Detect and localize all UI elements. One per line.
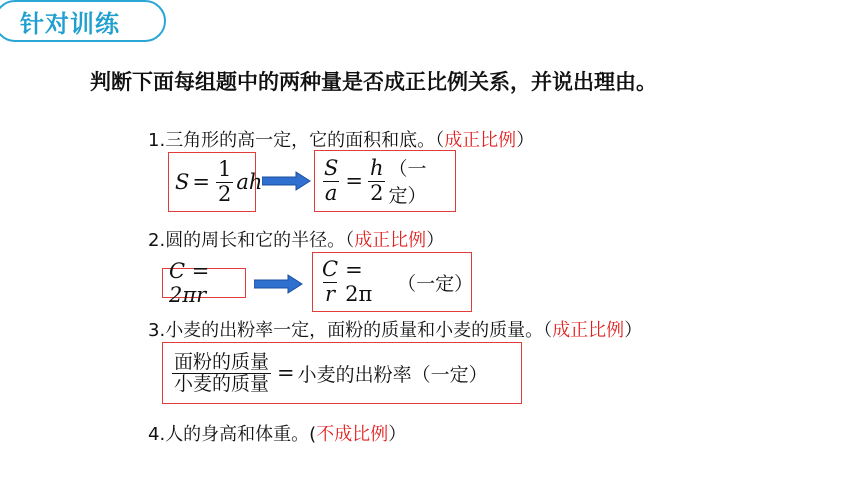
question-number: 1. [148,130,166,151]
fraction-denominator: 小麦的质量 [174,372,270,395]
instruction-text: 判断下面每组题中的两种量是否成正比例关系，并说出理由。 [90,70,657,94]
fraction-denominator: r [325,281,336,306]
formula-ratio-triangle [314,150,456,212]
formula-note: （一定） [388,158,427,207]
question-number: 3. [148,320,166,341]
fraction-denominator: a [324,180,338,205]
formula-flour-rate [162,342,522,404]
answer-text: 成正比例 [354,230,427,251]
question-text: 小麦的出粉率一定，面粉的质量和小麦的质量。（ [165,320,553,341]
fraction-numerator: 1 [218,157,232,182]
fraction-denominator: 2 [370,180,384,205]
formula-fraction [320,258,340,305]
question-number: 2. [148,230,166,251]
question-text: 三角形的高一定，它的面积和底。（ [165,130,445,151]
question-4 [148,420,406,446]
formula-fraction [368,157,386,204]
question-text: 人的身高和体重。( [165,424,317,445]
question-close: ） [624,320,643,341]
question-close: ） [426,230,445,251]
formula-fraction [172,352,271,395]
formula-equals: = 2π [345,258,373,306]
fraction-numerator: 面粉的质量 [174,350,270,373]
question-close: ） [516,130,535,151]
formula-note: （一定） [397,272,474,295]
right-arrow-icon [262,171,312,191]
question-number: 4. [148,424,166,445]
section-badge-label: 针对训练 [20,9,120,38]
fraction-denominator: 2 [218,181,232,206]
right-arrow-icon [254,274,304,294]
answer-text: 不成比例 [316,424,389,445]
formula-text: C = 2πr [169,259,210,307]
section-badge [0,0,166,42]
fraction-numerator: h [370,156,384,181]
formula-equals: = [277,361,295,385]
formula-symbol: ah [236,170,263,194]
question-close: ） [388,424,407,445]
question-text: 圆的周长和它的半径。（ [165,230,355,251]
question-1 [148,126,534,152]
formula-area-triangle [168,152,263,212]
fraction-numerator: S [324,156,339,181]
formula-fraction [216,158,233,205]
question-2 [148,226,444,252]
formula-ratio-circle [312,252,472,312]
formula-symbol: S [175,170,190,194]
formula-fraction [322,157,340,204]
answer-text: 成正比例 [552,320,625,341]
formula-equals: = [192,170,210,194]
formula-equals: = [345,169,363,193]
question-3 [148,316,642,342]
answer-text: 成正比例 [444,130,517,151]
formula-circumference [162,259,246,307]
fraction-numerator: C [322,257,339,282]
formula-rhs: 小麦的出粉率（一定） [297,363,488,386]
